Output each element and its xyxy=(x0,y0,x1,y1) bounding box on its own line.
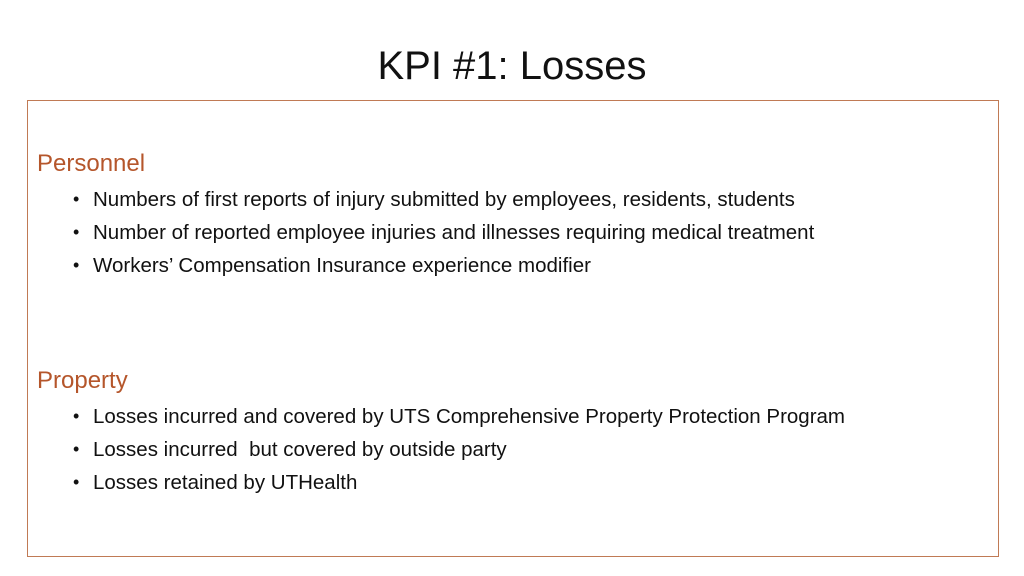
list-item xyxy=(73,433,987,466)
list-item-text: Losses incurred but covered by outside party xyxy=(93,438,507,461)
bullet-icon: • xyxy=(73,255,80,275)
bullet-icon: • xyxy=(73,439,80,459)
bullet-icon: • xyxy=(73,189,80,209)
bullet-list-personnel xyxy=(37,183,987,282)
bullet-icon: • xyxy=(73,472,80,492)
section-heading-personnel: Personnel xyxy=(37,150,146,177)
list-item xyxy=(73,466,987,499)
list-item-text: Workers’ Compensation Insurance experience modifier xyxy=(93,254,591,277)
list-item xyxy=(73,400,987,433)
section-heading-property: Property xyxy=(37,367,128,394)
bullet-icon: • xyxy=(73,222,80,242)
list-item xyxy=(73,216,987,249)
content-box xyxy=(27,100,999,557)
slide-title: KPI #1: Losses xyxy=(377,44,647,88)
list-item-text: Losses retained by UTHealth xyxy=(93,471,358,494)
bullet-list-property xyxy=(37,400,987,499)
list-item xyxy=(73,249,987,282)
list-item-text: Numbers of first reports of injury submitted by employees, residents, students xyxy=(93,188,795,211)
list-item xyxy=(73,183,987,216)
section-property xyxy=(37,366,987,499)
list-item-text: Losses incurred and covered by UTS Comprehensive Property Protection Program xyxy=(93,405,846,428)
list-item-text: Number of reported employee injuries and illnesses requiring medical treatment xyxy=(93,221,815,244)
section-personnel xyxy=(37,149,987,282)
bullet-icon: • xyxy=(73,406,80,426)
